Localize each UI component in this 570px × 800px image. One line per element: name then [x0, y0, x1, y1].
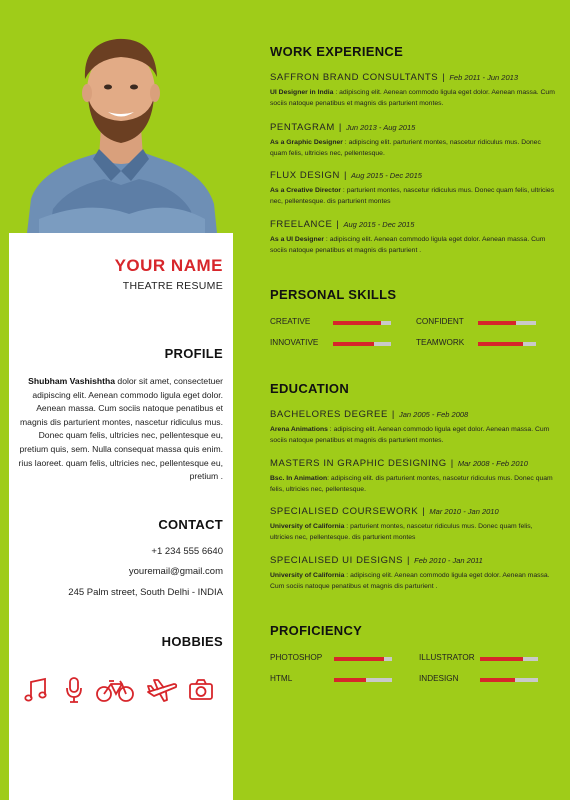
education-date: Jan 2005 - Feb 2008 [398, 410, 469, 419]
microphone-icon [64, 676, 84, 704]
resume-subtitle: THEATRE RESUME [122, 280, 223, 292]
job-desc: : adipiscing elit. Aenean commodo ligula eget dolor. Aenean massa. Cum sociis natoque penatibus et magnis dis parturient montes. [270, 89, 555, 107]
skill-row [419, 674, 549, 686]
skill-label: CREATIVE [270, 317, 311, 326]
skill-bar-fill [478, 321, 516, 325]
education-title: SPECIALISED COURSEWORK [270, 506, 419, 517]
job-company: SAFFRON BRAND CONSULTANTS [270, 72, 439, 83]
contact-heading: CONTACT [158, 517, 223, 532]
skill-bar-fill [333, 321, 381, 325]
profile-name: Shubham Vashishtha [28, 376, 116, 386]
skill-bar-fill [334, 657, 384, 661]
left-column [9, 9, 233, 800]
skill-row [419, 653, 549, 665]
music-note-icon [24, 676, 48, 704]
education-school: Bsc. In Animation [270, 475, 328, 482]
skill-label: PHOTOSHOP [270, 653, 323, 662]
education-entry: SPECIALISED COURSEWORK | Mar 2010 - Jan 2010 University of California : parturient montes, nascetur ridiculus mus. Donec quam felis, ultricies nec, pellentesque. dis parturient montes [270, 506, 533, 541]
education-title: SPECIALISED UI DESIGNS [270, 555, 404, 566]
right-column [233, 0, 570, 800]
education-desc: : adipiscing elit. Aenean commodo ligula eget dolor. Aenean massa. Cum sociis natoque penatibus et magnis dis parturient . [270, 572, 550, 590]
contact-address: 245 Palm street, South Delhi - INDIA [68, 587, 223, 598]
skill-row [416, 338, 546, 350]
profile-photo [9, 9, 233, 233]
profile-heading: PROFILE [164, 346, 223, 361]
bicycle-icon [96, 676, 134, 704]
job-entry: SAFFRON BRAND CONSULTANTS | Feb 2011 - Jun 2013 UI Designer in India : adipiscing elit. Aenean commodo ligula eget dolor. Aenean massa. Cum sociis natoque penatibus et magnis dis parturient montes. [270, 72, 555, 107]
skill-bar [478, 342, 536, 346]
contact-phone: +1 234 555 6640 [151, 546, 223, 557]
skill-label: TEAMWORK [416, 338, 465, 347]
job-company: PENTAGRAM [270, 122, 335, 133]
job-role: As a Graphic Designer [270, 139, 343, 146]
skill-label: ILLUSTRATOR [419, 653, 475, 662]
skill-bar-fill [333, 342, 374, 346]
education-school: University of California [270, 523, 345, 530]
hobbies-heading: HOBBIES [161, 634, 223, 649]
education-desc: : adipiscing elit. Aenean commodo ligula eget dolor. Aenean massa. Cum sociis natoque penatibus et magnis dis parturient montes. [270, 426, 550, 444]
camera-icon [188, 676, 214, 704]
portrait-image [9, 9, 233, 233]
profile-body: dolor sit amet, consectetuer adipiscing elit. Aenean commodo ligula eget dolor. Aenean massa. Cum sociis natoque penatibus et magnis dis parturient montes, nascetur ridiculus mus. Donec quam felis, ultricies nec, pellentesque eu, pretium quis, sem. Nulla consequat massa quis enim. rius laoreet. quam felis, ultricies nec, pellentesque eu, pretium . [18, 376, 223, 482]
skill-bar [480, 657, 538, 661]
skill-row [270, 674, 400, 686]
job-date: Feb 2011 - Jun 2013 [449, 73, 518, 82]
education-title: BACHELORES DEGREE [270, 409, 388, 420]
skill-bar-fill [480, 678, 515, 682]
skill-row [270, 653, 400, 665]
education-date: Mar 2008 - Feb 2010 [457, 459, 528, 468]
education-date: Feb 2010 - Jan 2011 [414, 556, 483, 565]
work-experience-heading: WORK EXPERIENCE [270, 44, 404, 59]
skill-bar [333, 342, 391, 346]
education-school: Arena Animations [270, 426, 328, 433]
education-desc: : parturient montes, nascetur ridiculus mus. Donec quam felis, ultricies nec, pellentesque. dis parturient montes [270, 523, 533, 541]
skill-label: CONFIDENT [416, 317, 464, 326]
job-date: Jun 2013 - Aug 2015 [345, 123, 416, 132]
skill-bar [334, 678, 392, 682]
skill-bar [334, 657, 392, 661]
skill-label: INDESIGN [419, 674, 459, 683]
education-title: MASTERS IN GRAPHIC DESIGNING [270, 458, 447, 469]
job-company: FREELANCE [270, 219, 333, 230]
job-entry: FREELANCE | Aug 2015 - Dec 2015 As a UI Designer : adipiscing elit. Aenean commodo ligula eget dolor. Aenean massa. Cum sociis natoque penatibus et magnis dis parturient . [270, 219, 546, 254]
job-desc: : adipiscing elit. Aenean commodo ligula eget dolor. Aenean massa. Cum sociis natoque penatibus et magnis dis parturient . [270, 236, 546, 254]
job-role: As a Creative Director [270, 187, 342, 194]
education-entry: SPECIALISED UI DESIGNS | Feb 2010 - Jan 2011 University of California : adipiscing elit. Aenean commodo ligula eget dolor. Aenean massa. Cum sociis natoque penatibus et magnis dis parturient . [270, 555, 550, 590]
skill-label: HTML [270, 674, 293, 683]
job-date: Aug 2015 - Dec 2015 [351, 171, 422, 180]
job-desc: : parturient montes, nascetur ridiculus mus. Donec quam felis, ultricies nec, pellentesque. dis parturient montes [270, 187, 555, 205]
contact-email[interactable]: youremail@gmail.com [128, 566, 223, 577]
skill-row [270, 317, 400, 329]
job-entry: FLUX DESIGN | Aug 2015 - Dec 2015 As a Creative Director : parturient montes, nascetur ridiculus mus. Donec quam felis, ultricies nec, pellentesque. dis parturient montes [270, 170, 555, 205]
skill-bar [480, 678, 538, 682]
job-date: Aug 2015 - Dec 2015 [343, 220, 415, 229]
education-date: Mar 2010 - Jan 2010 [429, 507, 499, 516]
proficiency-heading: PROFICIENCY [270, 623, 363, 638]
hobby-icons [22, 676, 222, 706]
skill-bar [333, 321, 391, 325]
education-heading: EDUCATION [270, 381, 350, 396]
job-desc: : adipiscing elit. parturient montes, nascetur ridiculus mus. Donec quam felis, ultricies nec, pellentesque. [270, 139, 541, 157]
skill-row [270, 338, 400, 350]
skill-bar-fill [480, 657, 523, 661]
skill-bar-fill [478, 342, 523, 346]
personal-skills-heading: PERSONAL SKILLS [270, 287, 397, 302]
candidate-name: YOUR NAME [114, 256, 223, 275]
skill-bar [478, 321, 536, 325]
education-school: University of California [270, 572, 345, 579]
job-company: FLUX DESIGN [270, 170, 340, 181]
education-entry: MASTERS IN GRAPHIC DESIGNING | Mar 2008 - Feb 2010 Bsc. In Animation: adipiscing elit. dis parturient montes, nascetur ridiculus mus. Donec quam felis, ultricies nec, pellentesque. [270, 458, 553, 493]
job-entry: PENTAGRAM | Jun 2013 - Aug 2015 As a Graphic Designer : adipiscing elit. parturient montes, nascetur ridiculus mus. Donec quam felis, ultricies nec, pellentesque. [270, 122, 541, 157]
education-entry: BACHELORES DEGREE | Jan 2005 - Feb 2008 Arena Animations : adipiscing elit. Aenean commodo ligula eget dolor. Aenean massa. Cum sociis natoque penatibus et magnis dis parturient montes. [270, 409, 550, 444]
skill-label: INNOVATIVE [270, 338, 319, 347]
job-role: UI Designer in India [270, 89, 334, 96]
airplane-icon [146, 676, 178, 704]
profile-text [18, 375, 223, 484]
education-desc: : adipiscing elit. dis parturient montes, nascetur ridiculus mus. Donec quam felis, ultricies nec, pellentesque. [270, 475, 553, 493]
job-role: As a UI Designer [270, 236, 325, 243]
skill-row [416, 317, 546, 329]
skill-bar-fill [334, 678, 366, 682]
